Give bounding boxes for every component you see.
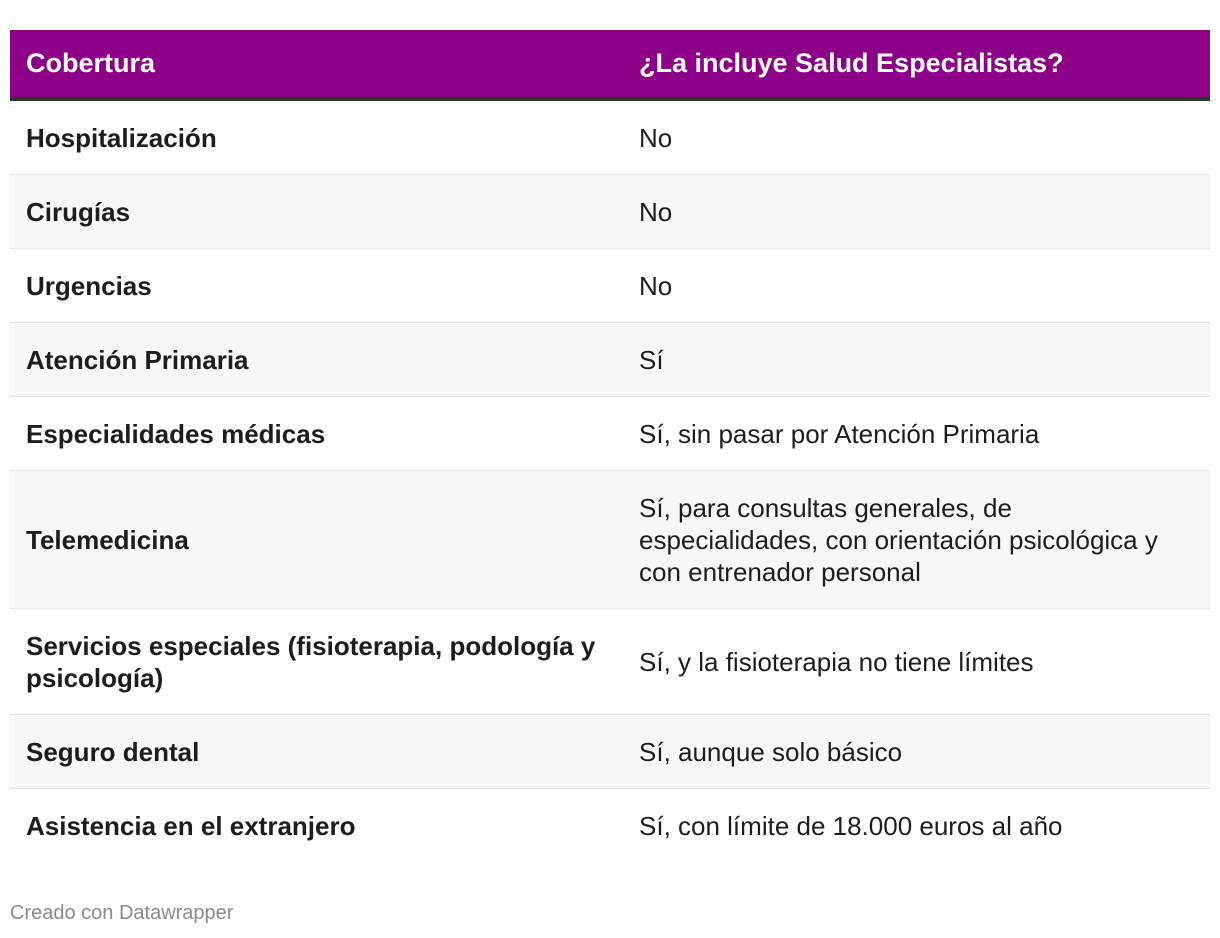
coverage-cell: Especialidades médicas	[10, 397, 623, 471]
table-header	[10, 30, 1210, 99]
header-coverage[interactable]: Cobertura	[10, 30, 623, 99]
header-row	[10, 30, 1210, 99]
table-row	[10, 249, 1210, 323]
included-cell: Sí, para consultas generales, de especialidades, con orientación psicológica y con entrenador personal	[623, 471, 1210, 609]
coverage-cell: Telemedicina	[10, 471, 623, 609]
included-cell: Sí, sin pasar por Atención Primaria	[623, 397, 1210, 471]
coverage-cell: Asistencia en el extranjero	[10, 789, 623, 863]
table-row	[10, 323, 1210, 397]
table-row	[10, 609, 1210, 715]
coverage-cell: Cirugías	[10, 175, 623, 249]
coverage-cell: Seguro dental	[10, 715, 623, 789]
included-cell: No	[623, 249, 1210, 323]
included-cell: Sí	[623, 323, 1210, 397]
table-row	[10, 715, 1210, 789]
included-cell: Sí, y la fisioterapia no tiene límites	[623, 609, 1210, 715]
table-row	[10, 471, 1210, 609]
table-row	[10, 175, 1210, 249]
coverage-cell: Servicios especiales (fisioterapia, podología y psicología)	[10, 609, 623, 715]
header-included[interactable]: ¿La incluye Salud Especialistas?	[623, 30, 1210, 99]
included-cell: No	[623, 99, 1210, 175]
coverage-cell: Atención Primaria	[10, 323, 623, 397]
coverage-table	[10, 30, 1210, 862]
datawrapper-credit[interactable]: Creado con Datawrapper	[10, 902, 234, 924]
table-row	[10, 397, 1210, 471]
table-row	[10, 99, 1210, 175]
coverage-table-container	[10, 30, 1210, 862]
table-row	[10, 789, 1210, 863]
included-cell: Sí, con límite de 18.000 euros al año	[623, 789, 1210, 863]
coverage-cell: Hospitalización	[10, 99, 623, 175]
coverage-cell: Urgencias	[10, 249, 623, 323]
table-body	[10, 99, 1210, 862]
included-cell: No	[623, 175, 1210, 249]
included-cell: Sí, aunque solo básico	[623, 715, 1210, 789]
